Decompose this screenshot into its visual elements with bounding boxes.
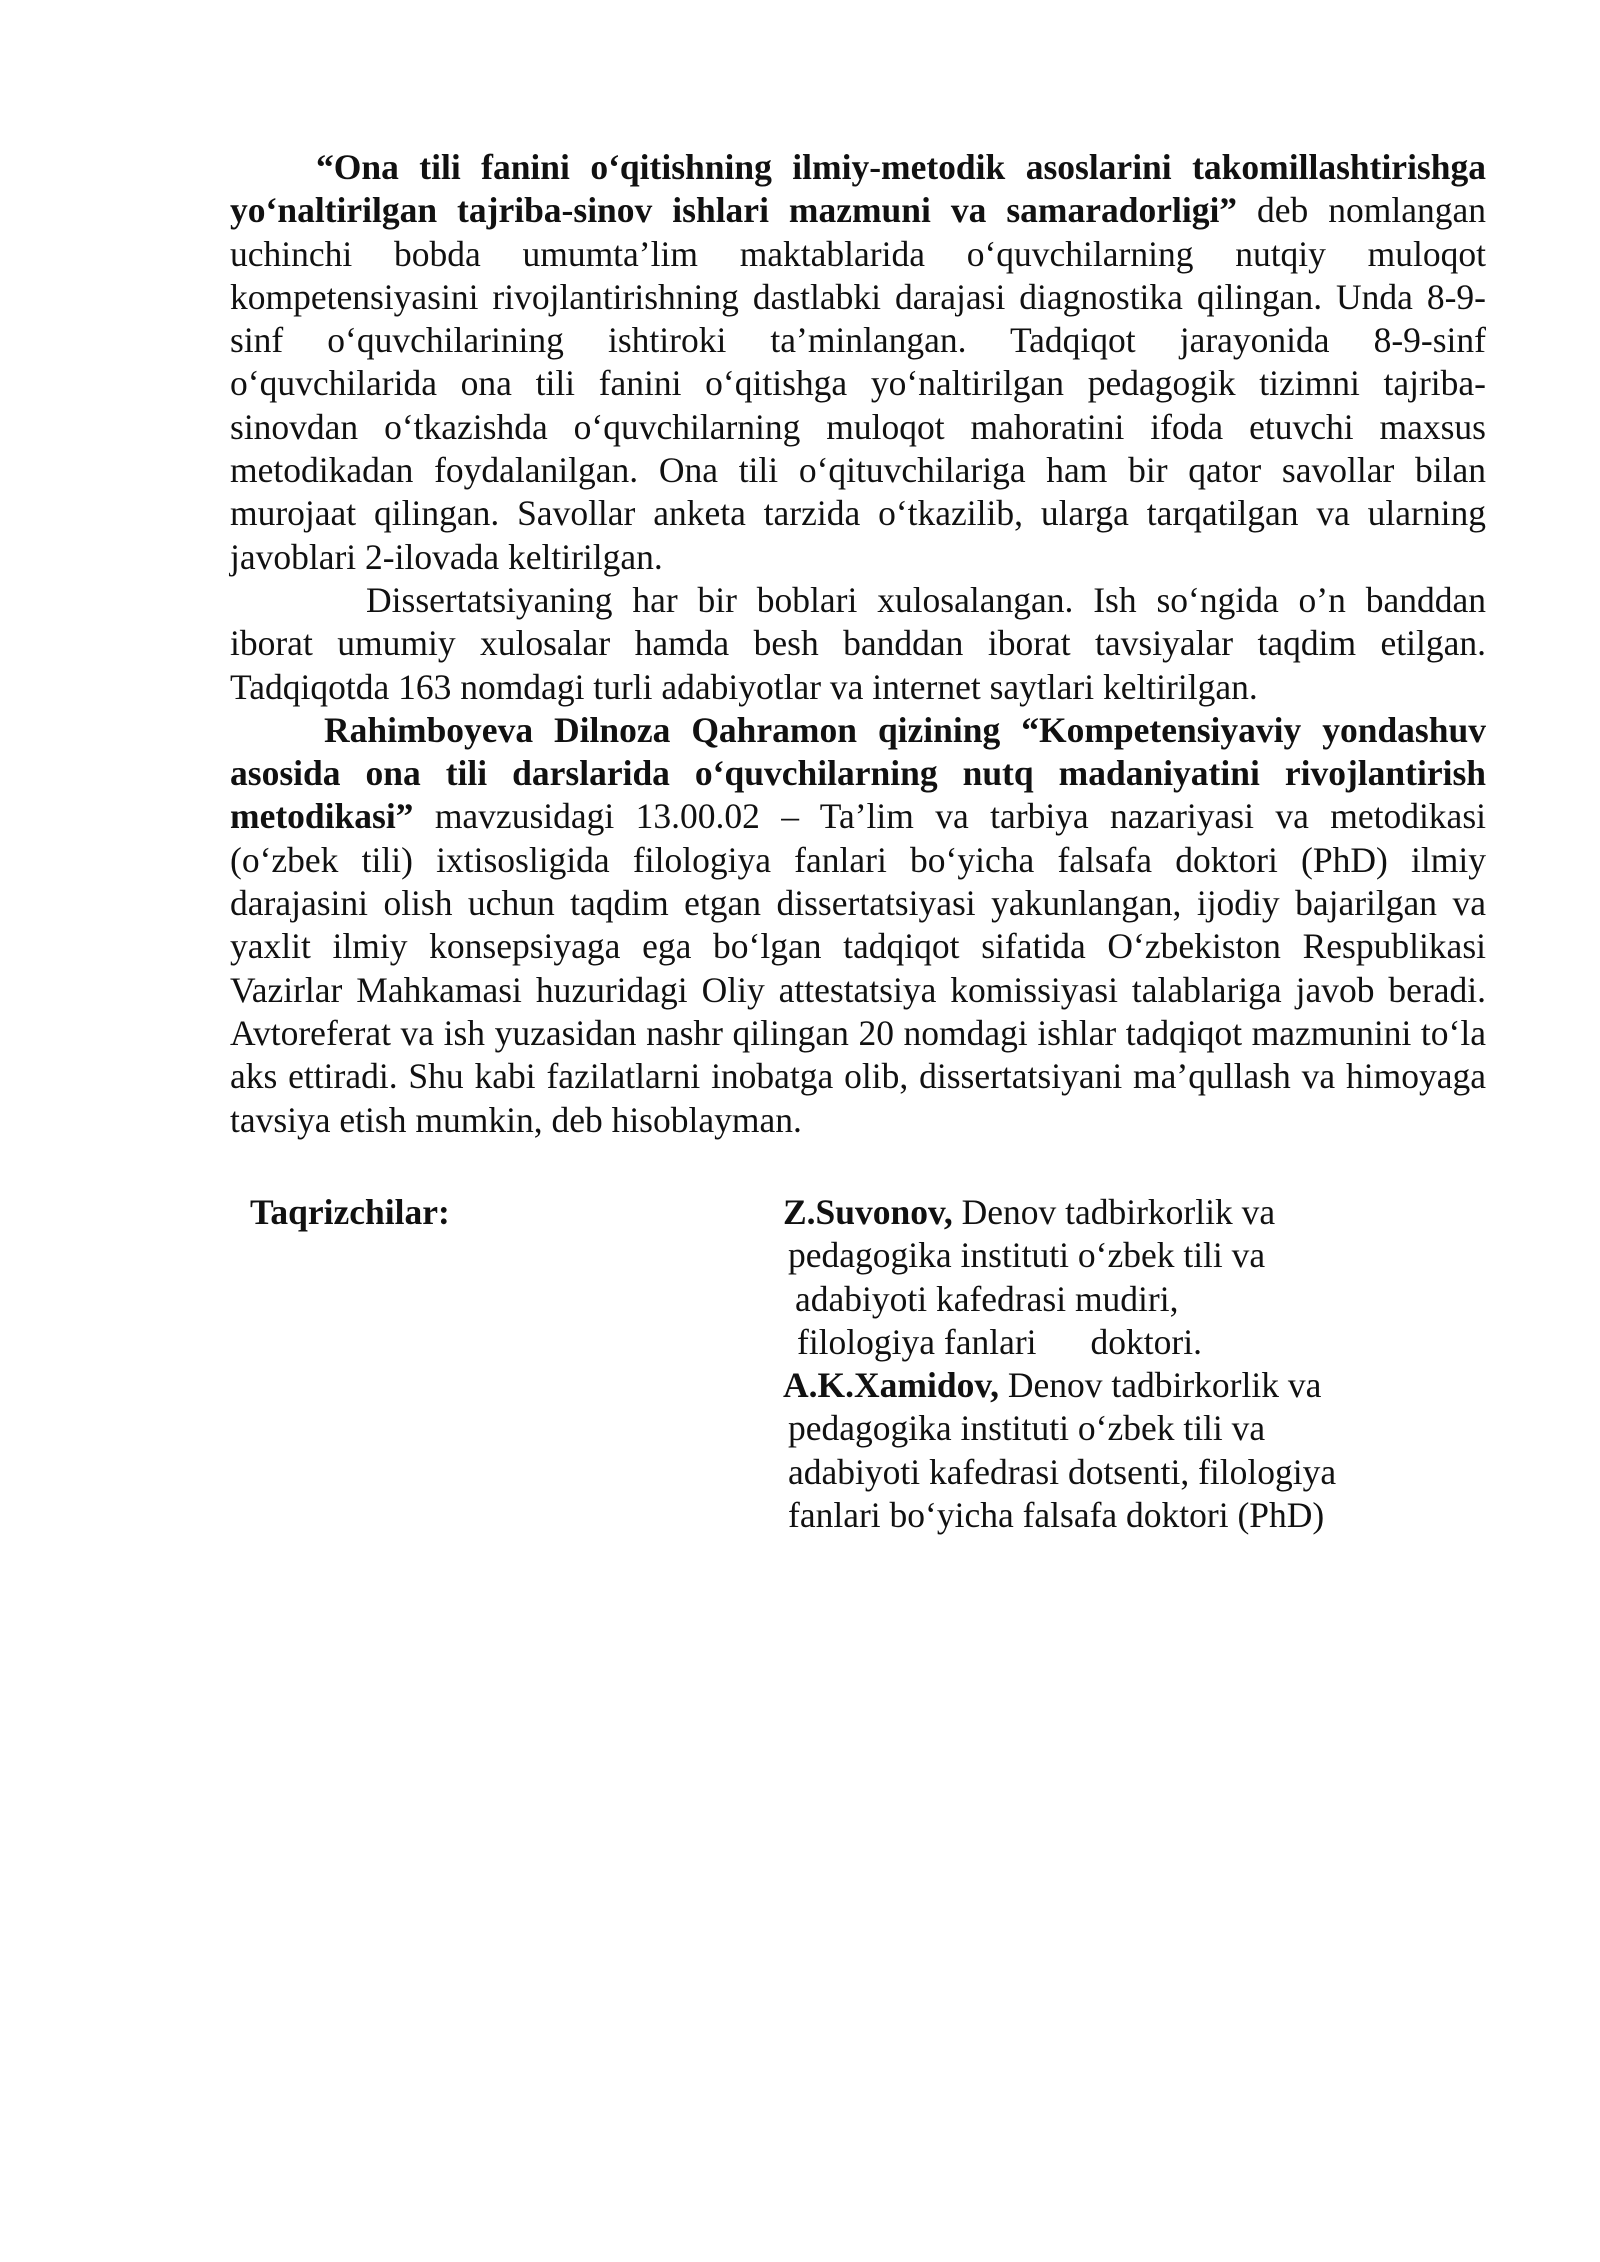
chapter-title-bold: “Ona tili fanini o‘qitishning ilmiy-metodik asoslarini takomillashtirishga yo‘naltirilgan tajriba-sinov ishlari mazmuni va samaradorligi”: [230, 147, 1486, 231]
reviewer-1-name-line: [783, 1191, 1503, 1234]
paragraph-text: deb nomlangan uchinchi bobda umumta’lim maktablarida o‘quvchilarning nutqiy muloqot kompetensiyasini rivojlantirishning dastlabki darajasi diagnostika qilingan. Unda 8-9-sinf o‘quvchilarining ishtiroki ta’minlangan. Tadqiqot jarayonida 8-9-sinf o‘quvchilarida ona tili fanini o‘qitishga yo‘naltirilgan pedagogik tizimni tajriba-sinovdan o‘tkazishda o‘quvchilarning muloqot mahoratini ifoda etuvchi maxsus metodikadan foydalanilgan. Ona tili o‘qituvchilariga ham bir qator savollar bilan murojaat qilingan. Savollar anketa tarzida o‘tkazilib, ularga tarqatilgan va ularning javoblari 2-ilovada keltirilgan.: [230, 190, 1486, 577]
reviewer-1-degree-a: filologiya fanlari: [797, 1321, 1037, 1362]
reviewer-2-affiliation: Denov tadbirkorlik va: [998, 1365, 1322, 1406]
dissertation-title-bold: Rahimboyeva Dilnoza Qahramon qizining “Kompetensiyaviy yondashuv asosida ona tili darslarida o‘quvchilarning nutq madaniyatini rivojlantirish metodikasi”: [230, 709, 1486, 837]
paragraph-text: mavzusidagi 13.00.02 – Ta’lim va tarbiya nazariyasi va metodikasi (o‘zbek tili) ixtisosligida filologiya fanlari bo‘yicha falsafa doktori (PhD) ilmiy darajasini olish uchun taqdim etgan dissertatsiyasi yakunlangan, ijodiy bajarilgan va yaxlit ilmiy konsepsiyaga ega bo‘lgan tadqiqot sifatida O‘zbekiston Respublikasi Vazirlar Mahkamasi huzuridagi Oliy attestatsiya komissiyasi talablariga javob beradi. Avtoreferat va ish yuzasidan nashr qilingan 20 nomdagi ishlar tadqiqot mazmunini to‘la aks ettiradi. Shu kabi fazilatlarni inobatga olib, dissertatsiyani ma’qullash va himoyaga tavsiya etish mumkin, deb hisoblayman.: [230, 796, 1486, 1140]
reviewer-1-name: Z.Suvonov,: [783, 1192, 953, 1232]
paragraph-assessment: [230, 709, 1486, 1142]
reviewer-2-name-line: [783, 1364, 1503, 1407]
document-body: [230, 146, 1486, 1142]
paragraph-chapter-three: [230, 146, 1486, 579]
reviewers-list: [783, 1191, 1503, 1537]
paragraph-conclusions: [230, 579, 1486, 709]
reviewer-1-degree-b: doktori.: [1090, 1321, 1202, 1362]
reviewer-2-line-3: adabiyoti kafedrasi dotsenti, filologiya: [788, 1451, 1337, 1492]
reviewer-2-line-4: fanlari bo‘yicha falsafa doktori (PhD): [788, 1495, 1325, 1536]
reviewer-2-name: A.K.Xamidov,: [783, 1365, 999, 1406]
reviewer-2-line-2: pedagogika instituti o‘zbek tili va: [788, 1408, 1266, 1449]
reviewer-1-line-3: adabiyoti kafedrasi mudiri,: [795, 1278, 1179, 1319]
reviewers-label: Taqrizchilar:: [250, 1192, 450, 1232]
paragraph-text: Dissertatsiyaning har bir boblari xulosalangan. Ish so‘ngida o’n banddan iborat umumiy xulosalar hamda besh banddan iborat tavsiyalar taqdim etilgan. Tadqiqotda 163 nomdagi turli adabiyotlar va internet saytlari keltirilgan.: [230, 579, 1486, 707]
reviewer-1-line-2: pedagogika instituti o‘zbek tili va: [788, 1235, 1266, 1276]
reviewer-1-line-4: [783, 1321, 1503, 1364]
reviewer-1-affiliation: Denov tadbirkorlik va: [952, 1192, 1276, 1232]
